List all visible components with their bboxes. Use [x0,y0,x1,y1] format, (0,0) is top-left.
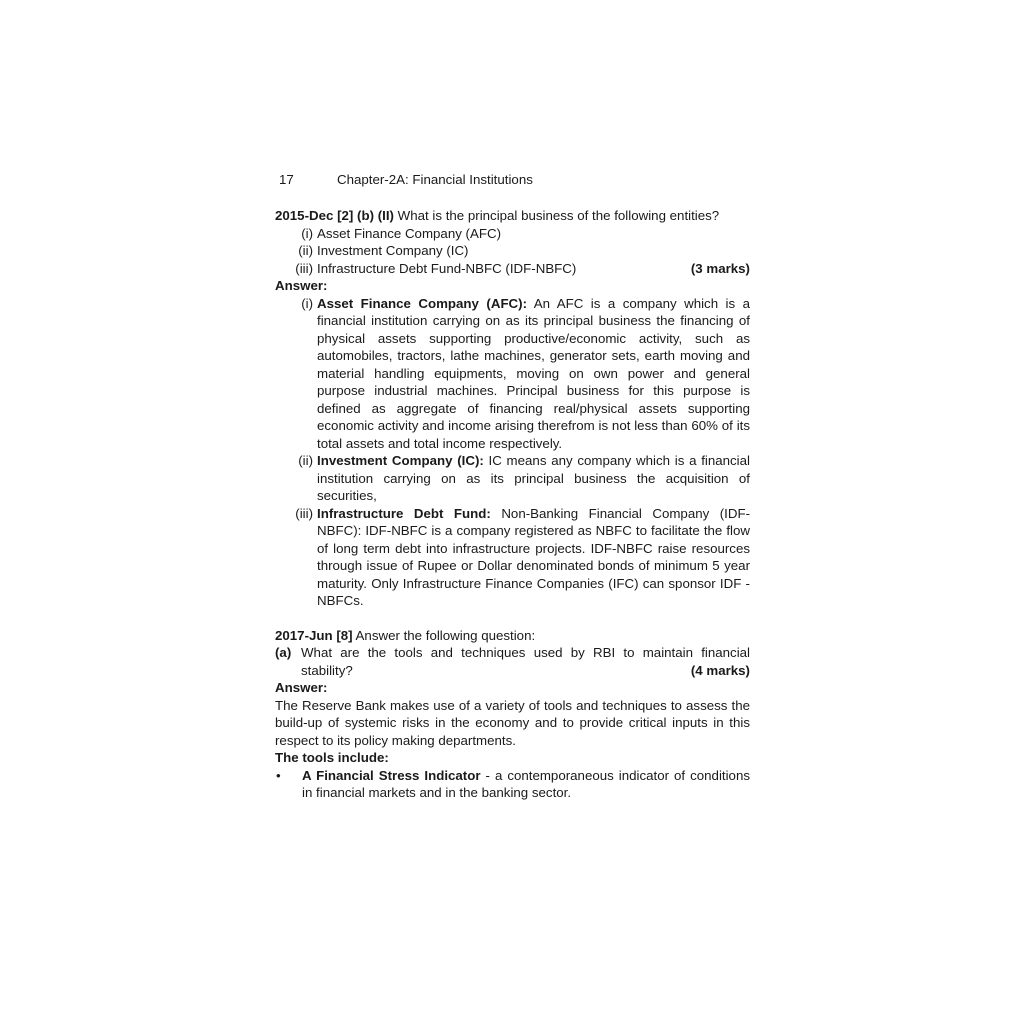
answer-number: (iii) [295,505,313,521]
page-number: 17 [279,172,294,187]
document-page [275,170,750,802]
item-number: (ii) [298,243,313,258]
question-1-item [275,242,750,260]
bullet-item [275,767,750,802]
item-text: Asset Finance Company (AFC) [317,225,502,241]
question-1-ref: 2015-Dec [2] (b) (II) [275,208,394,223]
question-1-text: What is the principal business of the following entities? [393,208,720,223]
part-body [301,644,750,679]
question-2-stem [275,627,750,645]
answer-body [313,452,750,505]
part-text: What are the tools and techniques used by RBI to maintain financial stability? [301,645,750,678]
bullet-marker: • [276,767,281,783]
marks-label: (3 marks) [690,260,750,276]
answer-term: Investment Company (IC): [317,453,484,468]
answer-body [313,505,750,610]
question-2-text: Answer the following question: [352,627,536,643]
bullet-text: - a contemporaneous indicator of conditions in financial markets and in the banking sector. [302,767,750,800]
question-2 [275,627,750,802]
question-2-part [275,644,750,679]
answer-item [275,505,750,610]
answer-item [275,452,750,505]
item-number: (iii) [295,260,313,276]
answer-number: (i) [301,295,313,311]
answer-body [313,295,750,453]
answer-term: Asset Finance Company (AFC): [317,295,528,311]
bullet-term: A Financial Stress Indicator [302,767,481,783]
running-header [279,170,750,190]
answer-text: IC means any company which is a financial institution carrying on as its principal business the acquisition of securities, [317,453,750,503]
bullet-body [302,767,750,802]
item-number: (i) [301,225,313,241]
question-1-item [275,260,750,278]
answer-paragraph: The Reserve Bank makes use of a variety of tools and techniques to assess the build-up of systemic risks in the economy and to provide critical inputs in this respect to its policy making departments. [275,697,750,748]
answer-number: (ii) [298,453,313,468]
question-2-ref: 2017-Jun [8] [275,627,353,643]
chapter-title: Chapter-2A: Financial Institutions [337,172,533,187]
tools-heading: The tools include: [275,750,389,765]
item-text: Investment Company (IC) [317,243,469,258]
item-text-with-marks [313,260,750,278]
question-1-item [275,225,750,243]
marks-label: (4 marks) [690,662,750,678]
question-1 [275,207,750,610]
answer-text: Non-Banking Financial Company (IDF-NBFC): IDF-NBFC is a company registered as NBFC to facilitate the flow of long term debt into infrastructure projects. IDF-NBFC raise resources through issue of Rupee or Dollar denominated bonds of minimum 5 year maturity. Only Infrastructure Finance Companies (IFC) can sponsor IDF - NBFCs. [317,505,750,608]
part-label: (a) [275,645,292,660]
answer-text: An AFC is a company which is a financial institution carrying on as its principal business the financing of physical assets supporting productive/economic activity, such as automobiles, tractors, lathe machines, generator sets, earth moving and material handling equipments, moving on own power and general purpose industrial machines. Principal business for this purpose is defined as aggregate of financing real/physical assets supporting economic activity and income arising therefrom is not less than 60% of its total assets and total income respectively. [317,295,750,451]
answer-heading: Answer: [275,680,328,695]
item-text: Infrastructure Debt Fund-NBFC (IDF-NBFC) [317,260,577,276]
answer-item [275,295,750,453]
question-1-stem [275,207,750,225]
answer-heading: Answer: [275,278,328,293]
answer-term: Infrastructure Debt Fund: [317,505,491,521]
